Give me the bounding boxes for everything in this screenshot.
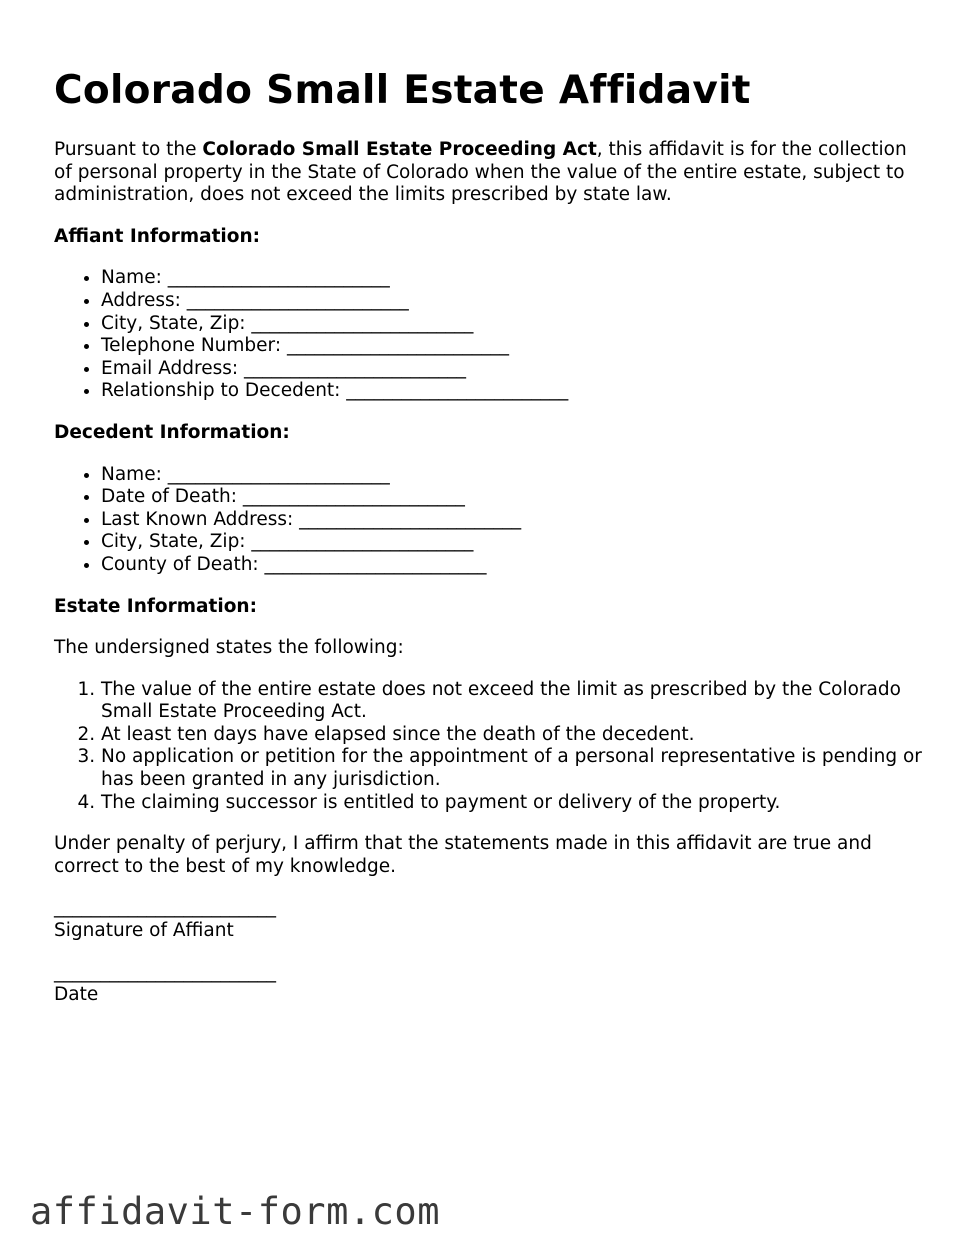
date-line[interactable]: ________________________ [54, 961, 276, 983]
affiant-relationship-field[interactable]: • Relationship to Decedent: ________________________ [101, 380, 924, 403]
decedent-date-of-death-field[interactable]: • Date of Death: ________________________ [101, 486, 924, 509]
affiant-email-field[interactable]: • Email Address: ________________________ [101, 358, 924, 381]
signature-line[interactable]: ________________________ [54, 897, 276, 919]
site-watermark: affidavit-form.com [30, 1190, 440, 1233]
decedent-last-address-field[interactable]: • Last Known Address: ________________________ [101, 509, 924, 532]
estate-statement: 2. At least ten days have elapsed since the death of the decedent. [101, 724, 924, 747]
signature-block [54, 897, 924, 942]
intro-suffix: , this affidavit is for the collection of personal property in the State of Colorado when the value of the entire estate, subject to administration, does not exceed the limits prescribed by state law. [54, 139, 907, 206]
act-name: Colorado Small Estate Proceeding Act [202, 139, 597, 160]
estate-statement: 1. The value of the entire estate does not exceed the limit as prescribed by the Colorado Small Estate Proceeding Act. [101, 679, 924, 724]
estate-statement-list [54, 679, 924, 815]
estate-lead-text: The undersigned states the following: [54, 637, 404, 659]
perjury-statement: Under penalty of perjury, I affirm that the statements made in this affidavit are true and correct to the best of my knowledge. [54, 833, 872, 877]
estate-statement: 3. No application or petition for the appointment of a personal representative is pending or has been granted in any jurisdiction. [101, 746, 924, 791]
decedent-name-field[interactable]: • Name: ________________________ [101, 464, 924, 487]
affiant-field-list [54, 267, 924, 403]
affiant-address-field[interactable]: • Address: ________________________ [101, 290, 924, 313]
signature-caption: Signature of Affiant [54, 920, 234, 942]
affidavit-document [54, 68, 924, 1007]
page-title: Colorado Small Estate Affidavit [54, 68, 751, 113]
affiant-city-state-zip-field[interactable]: • City, State, Zip: ________________________ [101, 313, 924, 336]
estate-statement: 4. The claiming successor is entitled to payment or delivery of the property. [101, 792, 924, 815]
estate-heading: Estate Information: [54, 595, 257, 617]
decedent-field-list [54, 464, 924, 577]
decedent-city-state-zip-field[interactable]: • City, State, Zip: ________________________ [101, 531, 924, 554]
decedent-heading: Decedent Information: [54, 421, 290, 443]
affiant-heading: Affiant Information: [54, 225, 261, 247]
affiant-telephone-field[interactable]: • Telephone Number: ________________________ [101, 335, 924, 358]
affiant-name-field[interactable]: • Name: ________________________ [101, 267, 924, 290]
intro-prefix: Pursuant to the [54, 139, 203, 160]
date-caption: Date [54, 984, 99, 1006]
date-block [54, 962, 924, 1007]
decedent-county-field[interactable]: • County of Death: ________________________ [101, 554, 924, 577]
intro-paragraph [54, 139, 924, 207]
